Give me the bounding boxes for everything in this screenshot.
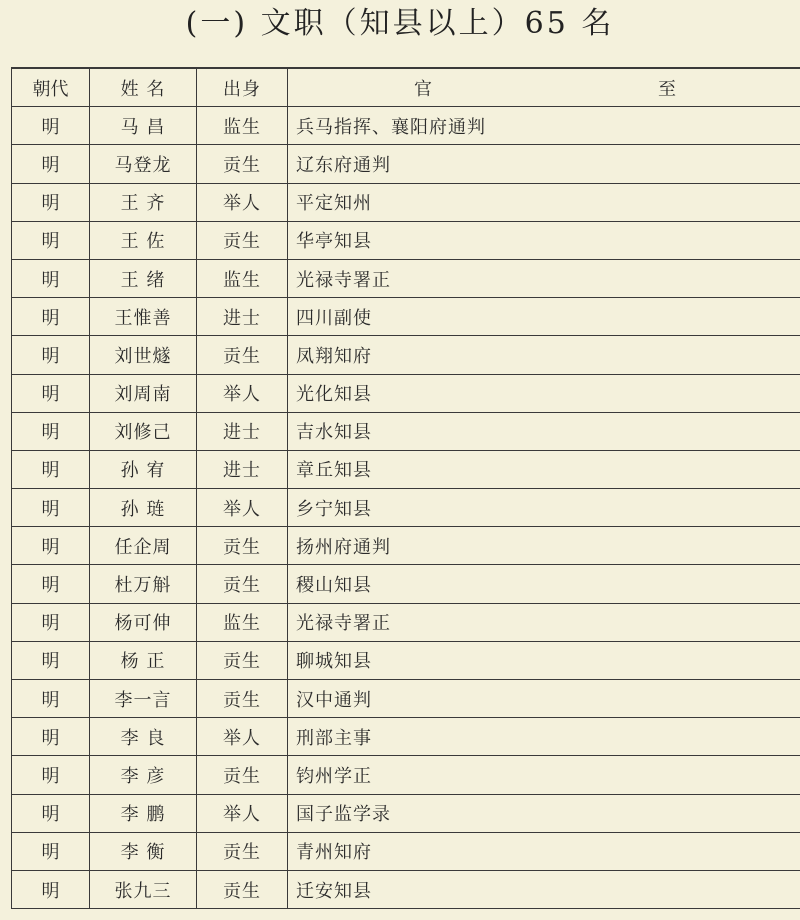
cell-dynasty: 明 — [12, 680, 90, 718]
cell-dynasty: 明 — [12, 107, 90, 145]
header-post-char-2: 至 — [658, 78, 676, 100]
cell-name: 杨 正 — [90, 641, 197, 679]
cell-dynasty: 明 — [12, 603, 90, 641]
table-row — [12, 489, 800, 527]
table-row — [12, 107, 800, 145]
cell-post: 国子监学录 — [288, 794, 800, 832]
cell-name: 杜万斛 — [90, 565, 197, 603]
cell-post: 平定知州 — [288, 183, 800, 221]
cell-origin: 进士 — [197, 298, 288, 336]
cell-post: 章丘知县 — [288, 450, 800, 488]
cell-dynasty: 明 — [12, 374, 90, 412]
cell-name: 刘修己 — [90, 412, 197, 450]
table-row — [12, 870, 800, 908]
cell-dynasty: 明 — [12, 794, 90, 832]
cell-name: 马 昌 — [90, 107, 197, 145]
table-row — [12, 145, 800, 183]
cell-post: 辽东府通判 — [288, 145, 800, 183]
cell-dynasty: 明 — [12, 527, 90, 565]
table-row — [12, 794, 800, 832]
table-row — [12, 603, 800, 641]
cell-dynasty: 明 — [12, 832, 90, 870]
table-row — [12, 374, 800, 412]
cell-name: 王 佐 — [90, 221, 197, 259]
table-row — [12, 412, 800, 450]
table-row — [12, 565, 800, 603]
cell-dynasty: 明 — [12, 718, 90, 756]
cell-dynasty: 明 — [12, 870, 90, 908]
cell-name: 李 彦 — [90, 756, 197, 794]
cell-origin: 贡生 — [197, 145, 288, 183]
cell-origin: 监生 — [197, 603, 288, 641]
cell-dynasty: 明 — [12, 450, 90, 488]
table-row — [12, 527, 800, 565]
cell-origin: 贡生 — [197, 565, 288, 603]
cell-dynasty: 明 — [12, 183, 90, 221]
cell-dynasty: 明 — [12, 641, 90, 679]
table-row — [12, 641, 800, 679]
cell-post: 凤翔知府 — [288, 336, 800, 374]
cell-post: 华亭知县 — [288, 221, 800, 259]
cell-dynasty: 明 — [12, 489, 90, 527]
table-row — [12, 298, 800, 336]
table-row — [12, 183, 800, 221]
cell-post: 稷山知县 — [288, 565, 800, 603]
cell-name: 李 衡 — [90, 832, 197, 870]
cell-dynasty: 明 — [12, 412, 90, 450]
cell-origin: 贡生 — [197, 641, 288, 679]
cell-post: 聊城知县 — [288, 641, 800, 679]
cell-name: 李 良 — [90, 718, 197, 756]
cell-name: 王惟善 — [90, 298, 197, 336]
cell-post: 刑部主事 — [288, 718, 800, 756]
cell-post: 迁安知县 — [288, 870, 800, 908]
header-post-char-1: 官 — [414, 78, 432, 100]
cell-name: 马登龙 — [90, 145, 197, 183]
cell-post: 乡宁知县 — [288, 489, 800, 527]
table-row — [12, 718, 800, 756]
cell-name: 刘世燧 — [90, 336, 197, 374]
cell-post: 吉水知县 — [288, 412, 800, 450]
cell-origin: 贡生 — [197, 756, 288, 794]
cell-name: 张九三 — [90, 870, 197, 908]
cell-name: 刘周南 — [90, 374, 197, 412]
cell-origin: 监生 — [197, 259, 288, 297]
cell-post: 光化知县 — [288, 374, 800, 412]
cell-post: 钧州学正 — [288, 756, 800, 794]
cell-name: 李一言 — [90, 680, 197, 718]
cell-origin: 举人 — [197, 489, 288, 527]
header-dynasty: 朝代 — [12, 68, 90, 107]
cell-post: 光禄寺署正 — [288, 603, 800, 641]
cell-origin: 贡生 — [197, 221, 288, 259]
table-header-row — [12, 68, 800, 107]
cell-post: 青州知府 — [288, 832, 800, 870]
cell-post: 汉中通判 — [288, 680, 800, 718]
cell-origin: 贡生 — [197, 680, 288, 718]
cell-dynasty: 明 — [12, 145, 90, 183]
table-row — [12, 450, 800, 488]
cell-name: 王 齐 — [90, 183, 197, 221]
cell-origin: 贡生 — [197, 527, 288, 565]
cell-origin: 贡生 — [197, 832, 288, 870]
table-row — [12, 221, 800, 259]
cell-origin: 举人 — [197, 374, 288, 412]
cell-dynasty: 明 — [12, 298, 90, 336]
table-row — [12, 259, 800, 297]
cell-origin: 进士 — [197, 450, 288, 488]
cell-dynasty: 明 — [12, 336, 90, 374]
cell-origin: 举人 — [197, 183, 288, 221]
cell-dynasty: 明 — [12, 259, 90, 297]
cell-origin: 监生 — [197, 107, 288, 145]
cell-name: 王 绪 — [90, 259, 197, 297]
cell-name: 孙 宥 — [90, 450, 197, 488]
table-row — [12, 680, 800, 718]
cell-dynasty: 明 — [12, 565, 90, 603]
cell-dynasty: 明 — [12, 221, 90, 259]
cell-name: 任企周 — [90, 527, 197, 565]
table-row — [12, 756, 800, 794]
cell-origin: 贡生 — [197, 870, 288, 908]
cell-dynasty: 明 — [12, 756, 90, 794]
cell-name: 李 鹏 — [90, 794, 197, 832]
cell-post: 四川副使 — [288, 298, 800, 336]
cell-origin: 举人 — [197, 794, 288, 832]
table-row — [12, 832, 800, 870]
cell-post: 扬州府通判 — [288, 527, 800, 565]
cell-post: 光禄寺署正 — [288, 259, 800, 297]
cell-origin: 贡生 — [197, 336, 288, 374]
page-title: (一) 文职（知县以上）65 名 — [185, 6, 615, 41]
cell-origin: 进士 — [197, 412, 288, 450]
cell-origin: 举人 — [197, 718, 288, 756]
cell-name: 孙 琏 — [90, 489, 197, 527]
cell-post: 兵马指挥、襄阳府通判 — [288, 107, 800, 145]
header-post — [288, 68, 800, 107]
officials-table — [11, 67, 800, 909]
cell-name: 杨可伸 — [90, 603, 197, 641]
header-name: 姓 名 — [90, 68, 197, 107]
header-origin: 出身 — [197, 68, 288, 107]
table-row — [12, 336, 800, 374]
